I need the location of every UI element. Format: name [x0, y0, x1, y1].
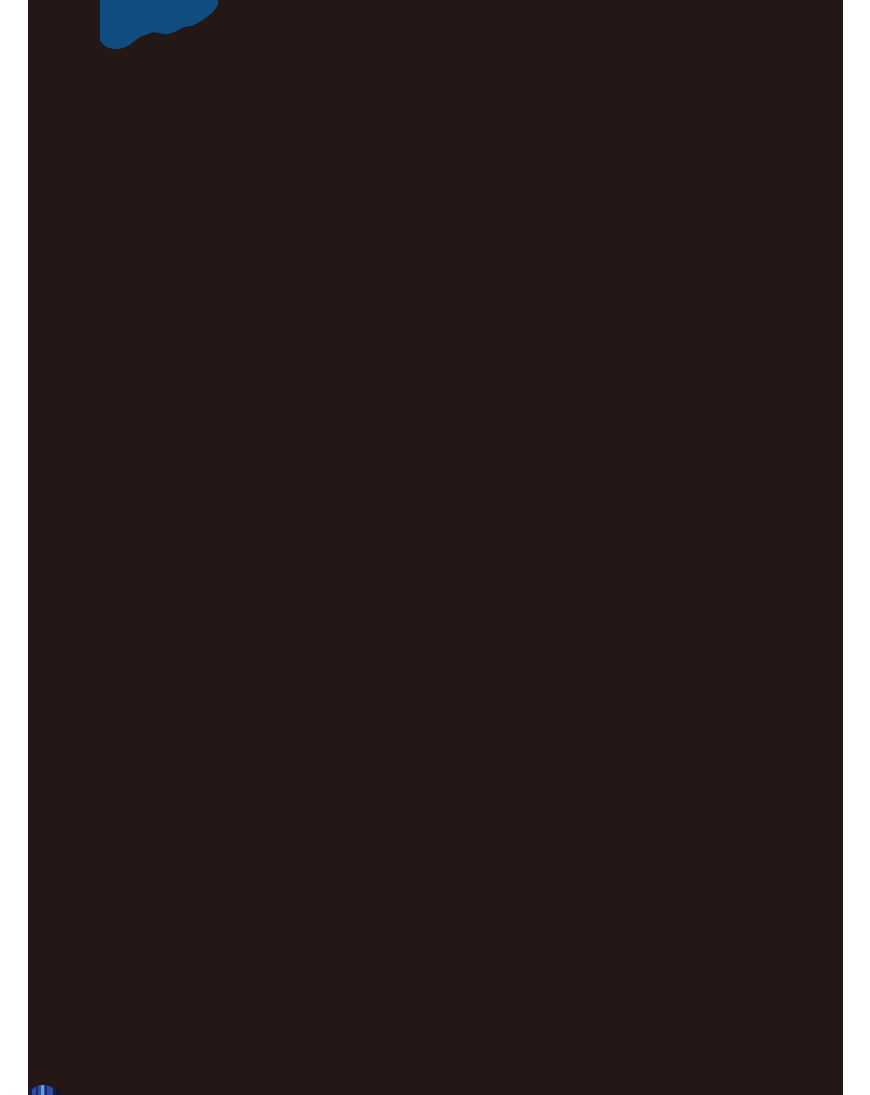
emblem-edge-stripe-left: [30, 1084, 32, 1095]
striped-dome-emblem-icon: [30, 1084, 56, 1095]
emblem-dark-stripe-2: [45, 1084, 47, 1095]
dark-page: [28, 0, 843, 1095]
emblem-speck: [56, 1089, 61, 1095]
wave-mountain-silhouette-icon: [72, 0, 222, 52]
right-margin: [843, 0, 870, 1095]
left-margin: [0, 0, 28, 1095]
emblem-light-stripe: [41, 1084, 44, 1095]
emblem-dark-stripe-1: [36, 1084, 38, 1095]
wave-silhouette-path: [100, 0, 218, 49]
